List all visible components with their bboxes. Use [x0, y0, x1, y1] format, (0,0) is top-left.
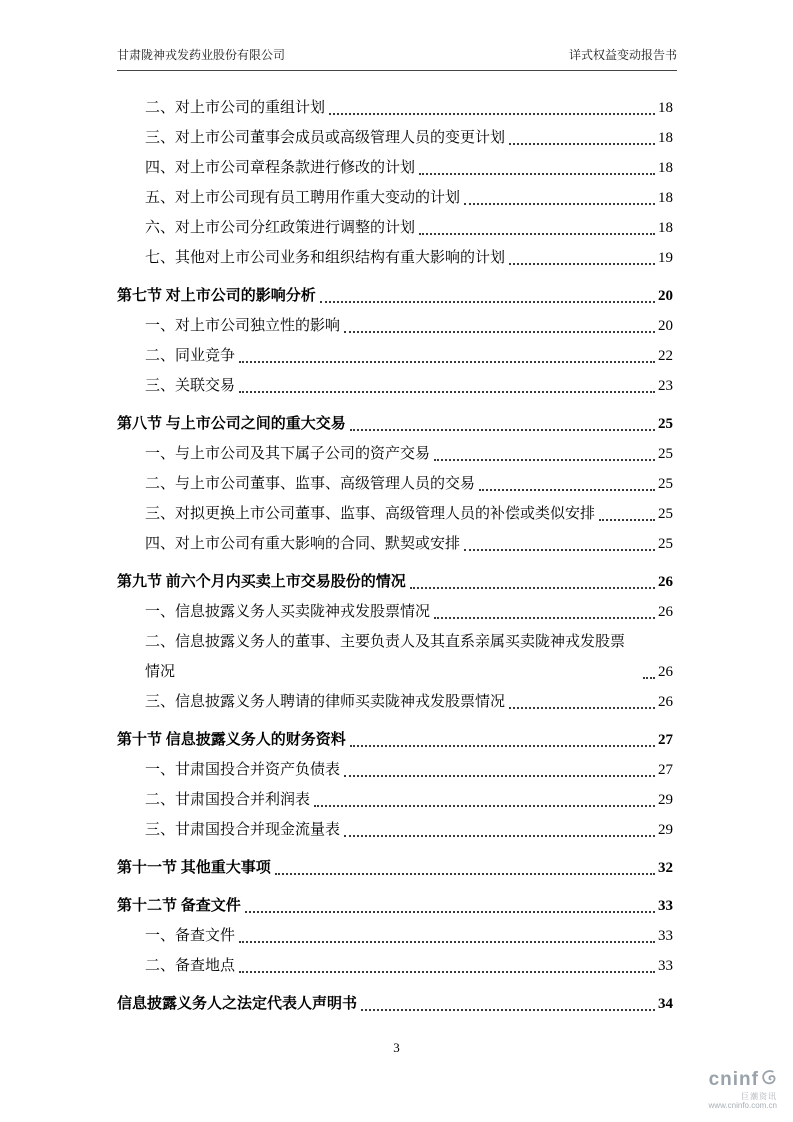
- toc-entry-label: 三、对拟更换上市公司董事、监事、高级管理人员的补偿或类似安排: [145, 506, 596, 522]
- toc-leader-dots: [239, 941, 655, 943]
- toc-entry-label: 第十二节 备查文件: [117, 898, 241, 914]
- toc-entry: [117, 687, 673, 717]
- toc-entry-label: 信息披露义务人之法定代表人声明书: [117, 996, 358, 1012]
- toc-entry-label: 一、备查文件: [145, 928, 236, 944]
- cninfo-cn-name: 巨潮资讯: [741, 1091, 777, 1101]
- toc-entry: [117, 755, 673, 785]
- toc-entry-page: 25: [658, 476, 673, 492]
- toc-entry-label: 第九节 前六个月内买卖上市交易股份的情况: [117, 574, 406, 590]
- cninfo-brand-text: cninf: [708, 1069, 759, 1091]
- toc-leader-dots: [643, 677, 655, 679]
- cninfo-swirl-icon: [760, 1069, 777, 1092]
- toc-leader-dots: [419, 233, 655, 235]
- toc-entry-label: 第八节 与上市公司之间的重大交易: [117, 416, 346, 432]
- toc-entry: [117, 93, 673, 123]
- toc-leader-dots: [419, 173, 655, 175]
- toc-list: [117, 93, 673, 1019]
- toc-entry: [117, 785, 673, 815]
- toc-entry-page: 23: [658, 378, 673, 394]
- toc-entry: [117, 815, 673, 845]
- page-header: [117, 46, 677, 71]
- toc-entry-label: 七、其他对上市公司业务和组织结构有重大影响的计划: [145, 250, 506, 266]
- header-company-name: 甘肃陇神戎发药业股份有限公司: [117, 48, 286, 62]
- toc-entry-label: 三、甘肃国投合并现金流量表: [145, 822, 341, 838]
- toc-entry: [117, 409, 673, 439]
- toc-entry-page: 18: [658, 190, 673, 206]
- toc-entry-page: 29: [658, 792, 673, 808]
- cninfo-watermark: [709, 1069, 777, 1110]
- toc-entry-page: 20: [658, 288, 673, 304]
- toc-entry: [117, 989, 673, 1019]
- toc-leader-dots: [479, 489, 655, 491]
- toc-leader-dots: [239, 391, 655, 393]
- page-header-rule: [117, 46, 677, 71]
- toc-entry: [117, 371, 673, 401]
- toc-leader-dots: [320, 301, 655, 303]
- toc-entry-page: 18: [658, 100, 673, 116]
- toc-leader-dots: [350, 429, 655, 431]
- toc-entry-label: 二、信息披露义务人的董事、主要负责人及其直系亲属买卖陇神戎发股票情况: [145, 634, 626, 680]
- toc-entry-page: 25: [658, 446, 673, 462]
- toc-entry: [117, 213, 673, 243]
- toc-entry-label: 一、信息披露义务人买卖陇神戎发股票情况: [145, 604, 431, 620]
- toc-entry-label: 四、对上市公司有重大影响的合同、默契或安排: [145, 536, 461, 552]
- toc-entry: [117, 439, 673, 469]
- toc-entry-label: 一、对上市公司独立性的影响: [145, 318, 341, 334]
- toc-entry-label: 第十节 信息披露义务人的财务资料: [117, 732, 346, 748]
- toc-entry: [117, 529, 673, 559]
- toc-entry-page: 27: [658, 732, 673, 748]
- toc-entry-page: 26: [658, 604, 673, 620]
- cninfo-url: www.cninfo.com.cn: [708, 1100, 777, 1110]
- toc-leader-dots: [344, 835, 655, 837]
- toc-entry-label: 二、甘肃国投合并利润表: [145, 792, 311, 808]
- toc-entry-page: 26: [658, 664, 673, 680]
- toc-entry: [117, 243, 673, 273]
- toc-entry-page: 27: [658, 762, 673, 778]
- toc-leader-dots: [314, 805, 655, 807]
- toc-leader-dots: [509, 143, 655, 145]
- toc-leader-dots: [275, 873, 655, 875]
- toc-leader-dots: [509, 263, 655, 265]
- toc-entry-label: 第七节 对上市公司的影响分析: [117, 288, 316, 304]
- toc-entry: [117, 311, 673, 341]
- toc-entry: [117, 725, 673, 755]
- toc-entry-page: 20: [658, 318, 673, 334]
- toc-entry-label: 一、与上市公司及其下属子公司的资产交易: [145, 446, 431, 462]
- toc-entry-page: 22: [658, 348, 673, 364]
- toc-leader-dots: [344, 331, 655, 333]
- toc-entry-label: 二、与上市公司董事、监事、高级管理人员的交易: [145, 476, 476, 492]
- toc-entry-page: 18: [658, 160, 673, 176]
- toc-entry: [117, 597, 673, 627]
- toc-entry-page: 33: [658, 958, 673, 974]
- toc-leader-dots: [350, 745, 655, 747]
- toc-entry-page: 34: [658, 996, 673, 1012]
- toc-leader-dots: [434, 459, 655, 461]
- toc-entry-label: 五、对上市公司现有员工聘用作重大变动的计划: [145, 190, 461, 206]
- toc-leader-dots: [464, 203, 655, 205]
- toc-entry: [117, 153, 673, 183]
- toc-leader-dots: [509, 707, 655, 709]
- toc-entry-page: 25: [658, 416, 673, 432]
- toc-entry-page: 25: [658, 506, 673, 522]
- toc-entry-label: 二、备查地点: [145, 958, 236, 974]
- toc-entry-label: 二、同业竞争: [145, 348, 236, 364]
- toc-entry: [117, 499, 673, 529]
- toc-entry: [117, 469, 673, 499]
- toc-entry-label: 三、对上市公司董事会成员或高级管理人员的变更计划: [145, 130, 506, 146]
- toc-entry-label: 三、关联交易: [145, 378, 236, 394]
- toc-entry-page: 19: [658, 250, 673, 266]
- toc-entry-page: 32: [658, 860, 673, 876]
- toc-leader-dots: [599, 519, 655, 521]
- toc-entry: [117, 567, 673, 597]
- toc-leader-dots: [464, 549, 655, 551]
- toc-entry-page: 29: [658, 822, 673, 838]
- footer-page-number: 3: [393, 1040, 400, 1055]
- cninfo-brand-row: [709, 1069, 777, 1092]
- toc-entry-page: 25: [658, 536, 673, 552]
- toc-entry: [117, 123, 673, 153]
- toc-entry-label: 第十一节 其他重大事项: [117, 860, 271, 876]
- toc-entry-label: 一、甘肃国投合并资产负债表: [145, 762, 341, 778]
- toc-leader-dots: [434, 617, 655, 619]
- toc-entry-page: 18: [658, 220, 673, 236]
- toc-entry-label: 六、对上市公司分红政策进行调整的计划: [145, 220, 416, 236]
- toc-entry: [117, 853, 673, 883]
- toc-leader-dots: [329, 113, 655, 115]
- toc-entry-label: 二、对上市公司的重组计划: [145, 100, 326, 116]
- toc-entry: [117, 921, 673, 951]
- toc-leader-dots: [245, 911, 655, 913]
- toc-entry-page: 33: [658, 928, 673, 944]
- toc-entry: [117, 891, 673, 921]
- toc-entry: [117, 627, 673, 687]
- toc-leader-dots: [361, 1009, 655, 1011]
- toc-entry: [117, 951, 673, 981]
- toc-entry-label: 三、信息披露义务人聘请的律师买卖陇神戎发股票情况: [145, 694, 506, 710]
- toc-entry-page: 18: [658, 130, 673, 146]
- toc-entry: [117, 341, 673, 371]
- toc-entry-page: 26: [658, 694, 673, 710]
- toc-entry-label: 四、对上市公司章程条款进行修改的计划: [145, 160, 416, 176]
- toc-entry-page: 26: [658, 574, 673, 590]
- toc-entry: [117, 281, 673, 311]
- toc-entry-page: 33: [658, 898, 673, 914]
- toc-leader-dots: [344, 775, 655, 777]
- toc-leader-dots: [410, 587, 655, 589]
- toc-leader-dots: [239, 971, 655, 973]
- header-doc-title: 详式权益变动报告书: [568, 48, 677, 62]
- toc-entry: [117, 183, 673, 213]
- toc-leader-dots: [239, 361, 655, 363]
